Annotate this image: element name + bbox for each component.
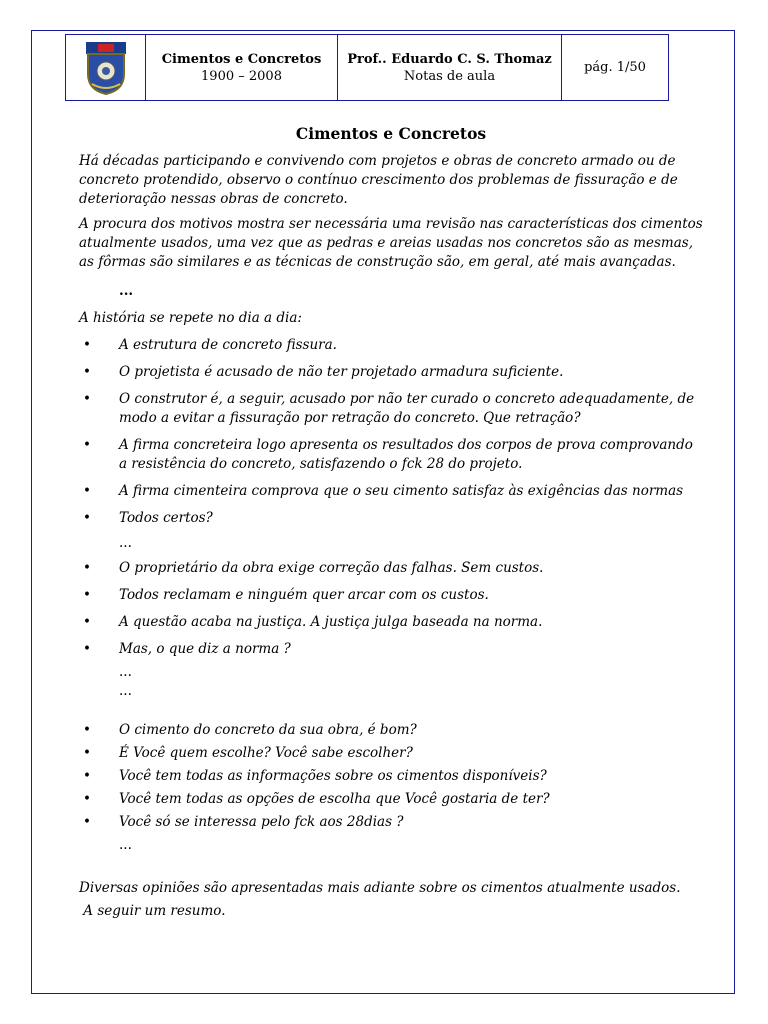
closing-line-1: Diversas opiniões são apresentadas mais adiante sobre os cimentos atualmente usados. bbox=[79, 880, 681, 896]
list-item: • O cimento do concreto da sua obra, é bom? bbox=[83, 722, 417, 738]
list-item: • É Você quem escolhe? Você sabe escolher? bbox=[83, 745, 413, 761]
list-item: • O projetista é acusado de não ter projetado armadura suficiente. bbox=[83, 364, 564, 380]
list-item: • O construtor é, a seguir, acusado por não ter curado o concreto adequadamente, de modo a evitar a fissuração por retração do concreto. Que retração? bbox=[83, 391, 695, 426]
intro-line: A história se repete no dia a dia: bbox=[79, 310, 302, 326]
list-item: • A firma concreteira logo apresenta os resultados dos corpos de prova comprovando a resistência do concreto, satisfazendo o fck 28 do projeto. bbox=[83, 437, 693, 472]
bullet-icon: • bbox=[83, 768, 91, 784]
logo-cell bbox=[65, 34, 146, 101]
bullet-icon: • bbox=[83, 745, 91, 761]
dispute-list bbox=[79, 559, 703, 659]
list-item: • A firma cimenteira comprova que o seu cimento satisfaz às exigências das normas bbox=[83, 483, 684, 499]
list-item: • A questão acaba na justiça. A justiça julga baseada na norma. bbox=[83, 614, 543, 630]
bullet-icon: • bbox=[83, 587, 91, 603]
course-years: 1900 – 2008 bbox=[201, 68, 282, 84]
ellipsis: ... bbox=[119, 837, 132, 853]
document-body bbox=[79, 124, 703, 927]
page-number-cell bbox=[561, 34, 669, 101]
author-cell bbox=[337, 34, 562, 101]
crest-logo-icon bbox=[84, 40, 128, 96]
story-list bbox=[79, 336, 703, 528]
author-name: Prof.. Eduardo C. S. Thomaz bbox=[347, 51, 552, 67]
bullet-icon: • bbox=[83, 814, 91, 830]
bullet-icon: • bbox=[83, 337, 91, 353]
document-header bbox=[65, 34, 669, 101]
document-title: Cimentos e Concretos bbox=[295, 124, 487, 143]
bullet-icon: • bbox=[83, 364, 91, 380]
list-item: • Todos reclamam e ninguém quer arcar com os custos. bbox=[83, 587, 489, 603]
bullet-icon: • bbox=[83, 614, 91, 630]
list-item: • Você só se interessa pelo fck aos 28dias ? bbox=[83, 814, 404, 830]
questions-list bbox=[79, 721, 703, 832]
bullet-icon: • bbox=[83, 437, 91, 453]
course-title-cell bbox=[145, 34, 338, 101]
bullet-icon: • bbox=[83, 722, 91, 738]
bullet-icon: • bbox=[83, 483, 91, 499]
ellipsis: ... bbox=[119, 683, 132, 699]
ellipsis: ... bbox=[119, 664, 132, 680]
section-ellipsis: ... bbox=[119, 283, 134, 299]
list-item: • O proprietário da obra exige correção das falhas. Sem custos. bbox=[83, 560, 544, 576]
list-item: • Todos certos? bbox=[83, 510, 213, 526]
ellipsis: ... bbox=[119, 535, 132, 551]
paragraph-2: A procura dos motivos mostra ser necessária uma revisão nas características dos cimentos atualmente usados, uma vez que as pedras e areias usadas nos concretos são as mesmas, as fôrmas são similares e as técnicas de construção são, em geral, até mais avançadas. bbox=[79, 216, 703, 270]
bullet-icon: • bbox=[83, 510, 91, 526]
bullet-icon: • bbox=[83, 560, 91, 576]
list-item: • A estrutura de concreto fissura. bbox=[83, 337, 337, 353]
notes-label: Notas de aula bbox=[403, 68, 496, 84]
list-item: • Mas, o que diz a norma ? bbox=[83, 641, 291, 657]
paragraph-1: Há décadas participando e convivendo com projetos e obras de concreto armado ou de concreto protendido, observo o contínuo crescimento dos problemas de fissuração e de deterioração nessas obras de concreto. bbox=[79, 153, 678, 207]
closing-line-2: A seguir um resumo. bbox=[79, 903, 226, 919]
bullet-icon: • bbox=[83, 791, 91, 807]
list-item: • Você tem todas as opções de escolha que Você gostaria de ter? bbox=[83, 791, 550, 807]
list-item: • Você tem todas as informações sobre os cimentos disponíveis? bbox=[83, 768, 547, 784]
bullet-icon: • bbox=[83, 641, 91, 657]
course-title: Cimentos e Concretos bbox=[161, 51, 322, 67]
page-number: pág. 1/50 bbox=[584, 60, 646, 75]
bullet-icon: • bbox=[83, 391, 91, 407]
